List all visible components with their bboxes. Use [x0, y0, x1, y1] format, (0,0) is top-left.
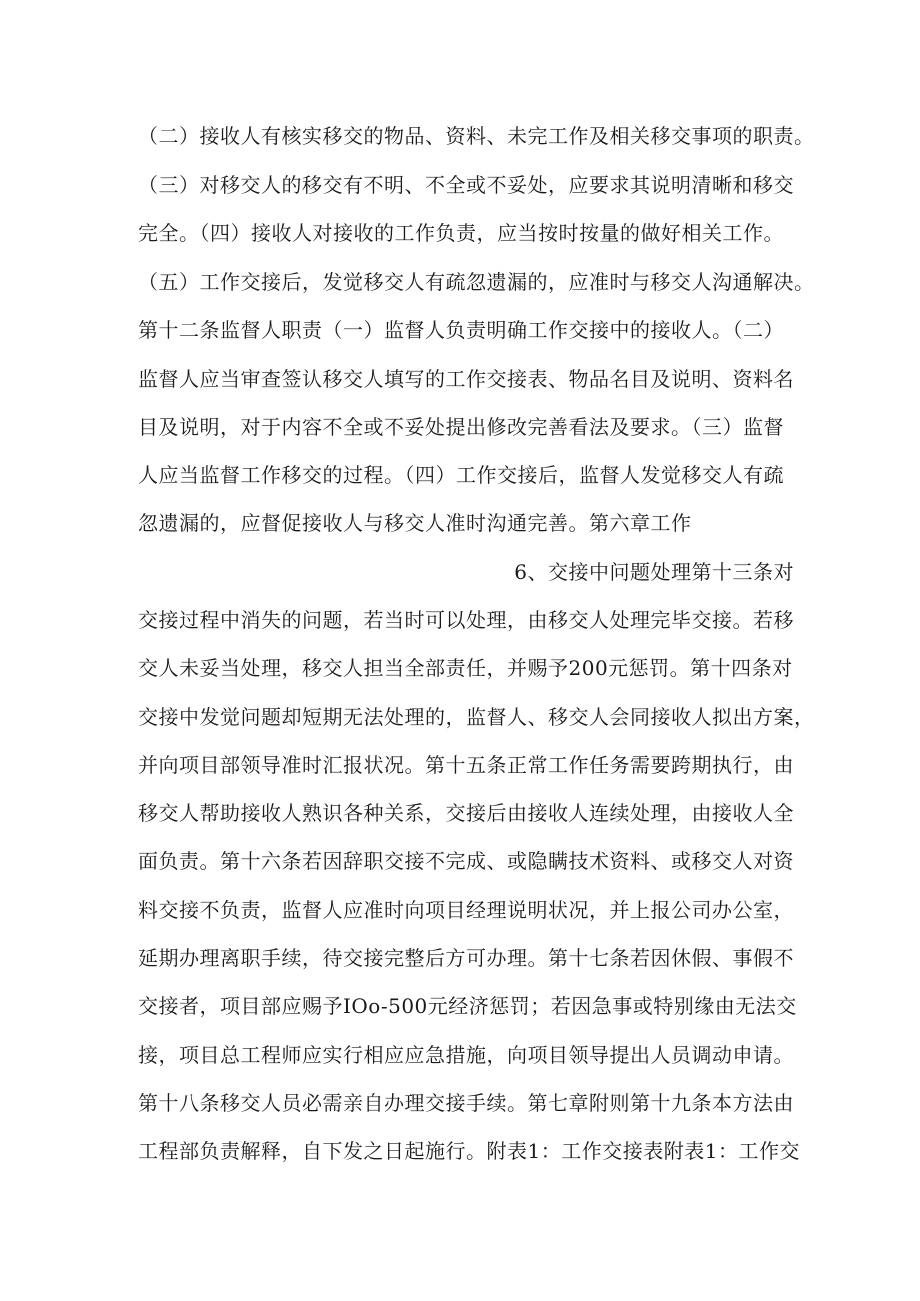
text-line: （三）对移交人的移交有不明、不全或不妥处，应要求其说明清晰和移交	[138, 173, 794, 197]
text-line: 完全。（四）接收人对接收的工作负责，应当按时按量的做好相关工作。	[138, 221, 784, 245]
text-line: 交接过程中消失的问题，若当时可以处理，由移交人处理完毕交接。若移	[138, 608, 794, 632]
text-line: 第十八条移交人员必需亲自办理交接手续。第七章附则第十九条本方法由	[138, 1091, 794, 1115]
text-line: 面负责。第十六条若因辞职交接不完成、或隐瞒技术资料、或移交人对资	[138, 849, 794, 873]
text-line: 接，项目总工程师应实行相应应急措施，向项目领导提出人员调动申请。	[138, 1043, 794, 1067]
text-line: 延期办理离职手续，待交接完整后方可办理。第十七条若因休假、事假不	[138, 946, 794, 970]
text-line: 料交接不负责，监督人应准时向项目经理说明状况，并上报公司办公室，	[138, 898, 794, 922]
text-line: 移交人帮助接收人熟识各种关系，交接后由接收人连续处理，由接收人全	[138, 801, 794, 825]
text-line: 工程部负责解释，自下发之日起施行。附表1：工作交接表附表1：工作交	[138, 1139, 800, 1163]
text-line: 交人未妥当处理，移交人担当全部责任，并赐予200元惩罚。第十四条对	[138, 656, 793, 680]
text-line: 并向项目部领导准时汇报状况。第十五条正常工作任务需要跨期执行，由	[138, 753, 794, 777]
text-line: 目及说明，对于内容不全或不妥处提出修改完善看法及要求。（三）监督	[138, 415, 784, 439]
text-line: 第十二条监督人职责（一）监督人负责明确工作交接中的接收人。（二）	[138, 318, 784, 342]
text-line: （五）工作交接后，发觉移交人有疏忽遗漏的，应准时与移交人沟通解决。	[138, 270, 815, 294]
text-line: 人应当监督工作移交的过程。（四）工作交接后，监督人发觉移交人有疏	[138, 463, 784, 487]
text-line: 交接中发觉问题却短期无法处理的，监督人、移交人会同接收人拟出方案，	[138, 705, 815, 729]
text-line: （二）接收人有核实移交的物品、资料、未完工作及相关移交事项的职责。	[138, 124, 815, 148]
text-line-right-aligned: 6、交接中问题处理第十三条对	[514, 560, 794, 584]
text-line: 交接者，项目部应赐予IOo-500元经济惩罚；若因急事或特别缘由无法交	[138, 994, 797, 1018]
text-line: 忽遗漏的，应督促接收人与移交人准时沟通完善。第六章工作	[138, 511, 692, 535]
text-line: 监督人应当审查签认移交人填写的工作交接表、物品名目及说明、资料名	[138, 367, 794, 391]
